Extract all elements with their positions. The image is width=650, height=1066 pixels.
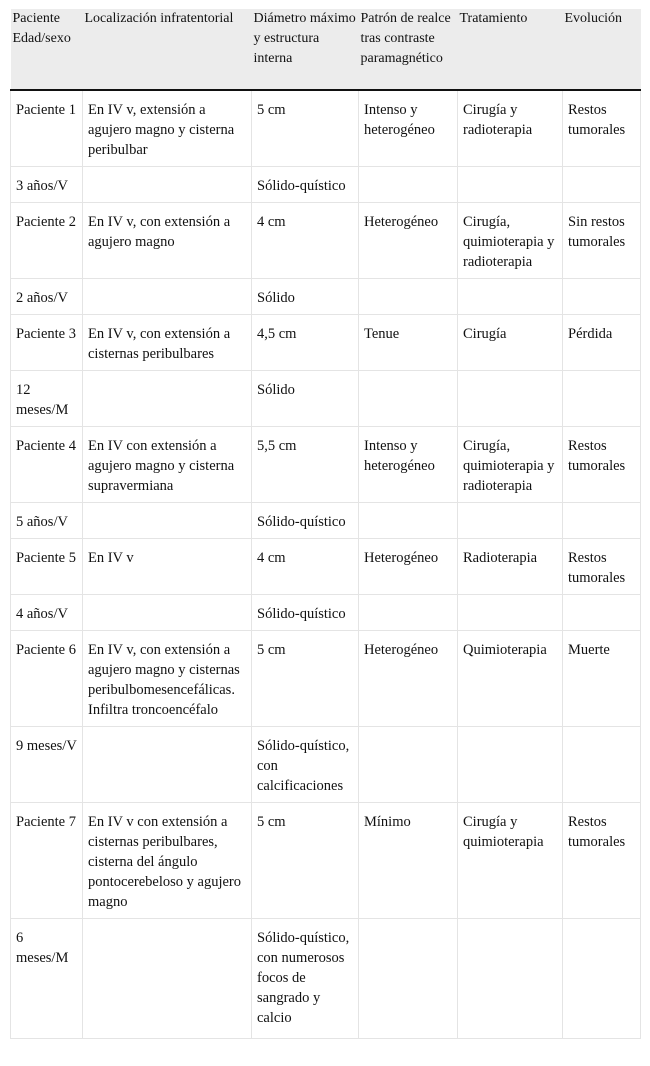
cell-patient: Paciente 1 bbox=[11, 90, 83, 167]
cell-treatment: Cirugía, quimioterapia y radioterapia bbox=[458, 203, 563, 279]
cell-outcome: Restos tumorales bbox=[563, 90, 641, 167]
cell-diameter: Sólido bbox=[252, 279, 359, 315]
cell-enhancement: Heterogéneo bbox=[359, 631, 458, 727]
cell-enhancement bbox=[359, 371, 458, 427]
cell-treatment: Cirugía, quimioterapia y radioterapia bbox=[458, 427, 563, 503]
cell-enhancement bbox=[359, 503, 458, 539]
header-patient: Paciente Edad/sexo bbox=[11, 9, 83, 90]
cell-location bbox=[83, 503, 252, 539]
patient-table bbox=[10, 9, 641, 1039]
cell-patient: Paciente 4 bbox=[11, 427, 83, 503]
cell-location bbox=[83, 279, 252, 315]
header-enhancement: Patrón de realce tras contraste paramagnético bbox=[359, 9, 458, 90]
cell-patient: Paciente 6 bbox=[11, 631, 83, 727]
cell-diameter-text: Sólido-quístico, con numerosos focos de sangrado y calcio bbox=[257, 930, 350, 1026]
cell-treatment bbox=[458, 595, 563, 631]
cell-treatment: Radioterapia bbox=[458, 539, 563, 595]
cell-diameter: Sólido-quístico, con calcificaciones bbox=[252, 727, 359, 803]
cell-location: En IV v con extensión a cisternas peribulbares, cisterna del ángulo pontocerebeloso y agujero magno bbox=[83, 803, 252, 919]
cell-treatment: Cirugía bbox=[458, 315, 563, 371]
cell-patient: 5 años/V bbox=[11, 503, 83, 539]
cell-diameter: 4 cm bbox=[252, 203, 359, 279]
cell-treatment bbox=[458, 279, 563, 315]
cell-patient: 6 meses/M bbox=[11, 919, 83, 1039]
cell-location bbox=[83, 919, 252, 1039]
header-diameter: Diámetro máximo y estructura interna bbox=[252, 9, 359, 90]
cell-patient: 9 meses/V bbox=[11, 727, 83, 803]
cell-location bbox=[83, 371, 252, 427]
cell-location: En IV v, extensión a agujero magno y cisterna peribulbar bbox=[83, 90, 252, 167]
cell-enhancement bbox=[359, 727, 458, 803]
cell-treatment bbox=[458, 371, 563, 427]
cell-outcome bbox=[563, 919, 641, 1039]
cell-enhancement: Mínimo bbox=[359, 803, 458, 919]
cell-diameter: Sólido-quístico bbox=[252, 595, 359, 631]
cell-diameter: Sólido bbox=[252, 371, 359, 427]
cell-enhancement: Intenso y heterogéneo bbox=[359, 90, 458, 167]
table-row bbox=[11, 427, 641, 503]
cell-outcome: Muerte bbox=[563, 631, 641, 727]
cell-patient: 2 años/V bbox=[11, 279, 83, 315]
cell-enhancement: Tenue bbox=[359, 315, 458, 371]
cell-outcome: Restos tumorales bbox=[563, 539, 641, 595]
cell-treatment bbox=[458, 919, 563, 1039]
cell-diameter: 5 cm bbox=[252, 631, 359, 727]
table-row bbox=[11, 919, 641, 1039]
cell-treatment: Cirugía y radioterapia bbox=[458, 90, 563, 167]
cell-enhancement: Heterogéneo bbox=[359, 539, 458, 595]
cell-outcome bbox=[563, 727, 641, 803]
cell-patient: Paciente 3 bbox=[11, 315, 83, 371]
table-row bbox=[11, 595, 641, 631]
cell-patient: 4 años/V bbox=[11, 595, 83, 631]
cell-outcome: Sin restos tumorales bbox=[563, 203, 641, 279]
cell-location: En IV v, con extensión a agujero magno y cisternas peribulbomesencefálicas. Infiltra troncoencéfalo bbox=[83, 631, 252, 727]
cell-diameter: 5 cm bbox=[252, 90, 359, 167]
cell-enhancement bbox=[359, 167, 458, 203]
cell-patient: Paciente 5 bbox=[11, 539, 83, 595]
header-treatment: Tratamiento bbox=[458, 9, 563, 90]
header-outcome: Evolución bbox=[563, 9, 641, 90]
cell-treatment: Cirugía y quimioterapia bbox=[458, 803, 563, 919]
cell-treatment bbox=[458, 503, 563, 539]
table-header bbox=[11, 9, 641, 90]
cell-location: En IV v, con extensión a agujero magno bbox=[83, 203, 252, 279]
table-row bbox=[11, 90, 641, 167]
table-row bbox=[11, 503, 641, 539]
table-body bbox=[11, 90, 641, 1039]
cell-outcome bbox=[563, 167, 641, 203]
cell-enhancement bbox=[359, 919, 458, 1039]
cell-outcome bbox=[563, 503, 641, 539]
header-row bbox=[11, 9, 641, 90]
table-row bbox=[11, 371, 641, 427]
table-row bbox=[11, 279, 641, 315]
cell-outcome bbox=[563, 371, 641, 427]
table-container bbox=[10, 9, 640, 1039]
table-row bbox=[11, 803, 641, 919]
cell-enhancement: Heterogéneo bbox=[359, 203, 458, 279]
cell-treatment bbox=[458, 167, 563, 203]
cell-location: En IV v, con extensión a cisternas peribulbares bbox=[83, 315, 252, 371]
table-row bbox=[11, 315, 641, 371]
cell-location bbox=[83, 727, 252, 803]
cell-patient: 3 años/V bbox=[11, 167, 83, 203]
cell-location: En IV v bbox=[83, 539, 252, 595]
cell-diameter: 4 cm bbox=[252, 539, 359, 595]
cell-outcome: Restos tumorales bbox=[563, 427, 641, 503]
cell-diameter: 4,5 cm bbox=[252, 315, 359, 371]
header-location: Localización infratentorial bbox=[83, 9, 252, 90]
cell-outcome: Restos tumorales bbox=[563, 803, 641, 919]
table-row bbox=[11, 167, 641, 203]
cell-location: En IV con extensión a agujero magno y cisterna supravermiana bbox=[83, 427, 252, 503]
cell-patient: Paciente 2 bbox=[11, 203, 83, 279]
cell-patient: 12 meses/M bbox=[11, 371, 83, 427]
cell-enhancement: Intenso y heterogéneo bbox=[359, 427, 458, 503]
table-row bbox=[11, 539, 641, 595]
cell-diameter bbox=[252, 919, 359, 1039]
table-row bbox=[11, 203, 641, 279]
cell-diameter: Sólido-quístico bbox=[252, 167, 359, 203]
cell-outcome: Pérdida bbox=[563, 315, 641, 371]
table-row bbox=[11, 631, 641, 727]
cell-outcome bbox=[563, 279, 641, 315]
cell-diameter: 5,5 cm bbox=[252, 427, 359, 503]
cell-diameter: 5 cm bbox=[252, 803, 359, 919]
table-row bbox=[11, 727, 641, 803]
cell-diameter: Sólido-quístico bbox=[252, 503, 359, 539]
cell-outcome bbox=[563, 595, 641, 631]
cell-enhancement bbox=[359, 595, 458, 631]
cell-treatment: Quimioterapia bbox=[458, 631, 563, 727]
cell-location bbox=[83, 595, 252, 631]
cell-location bbox=[83, 167, 252, 203]
cell-enhancement bbox=[359, 279, 458, 315]
cell-treatment bbox=[458, 727, 563, 803]
cell-patient: Paciente 7 bbox=[11, 803, 83, 919]
